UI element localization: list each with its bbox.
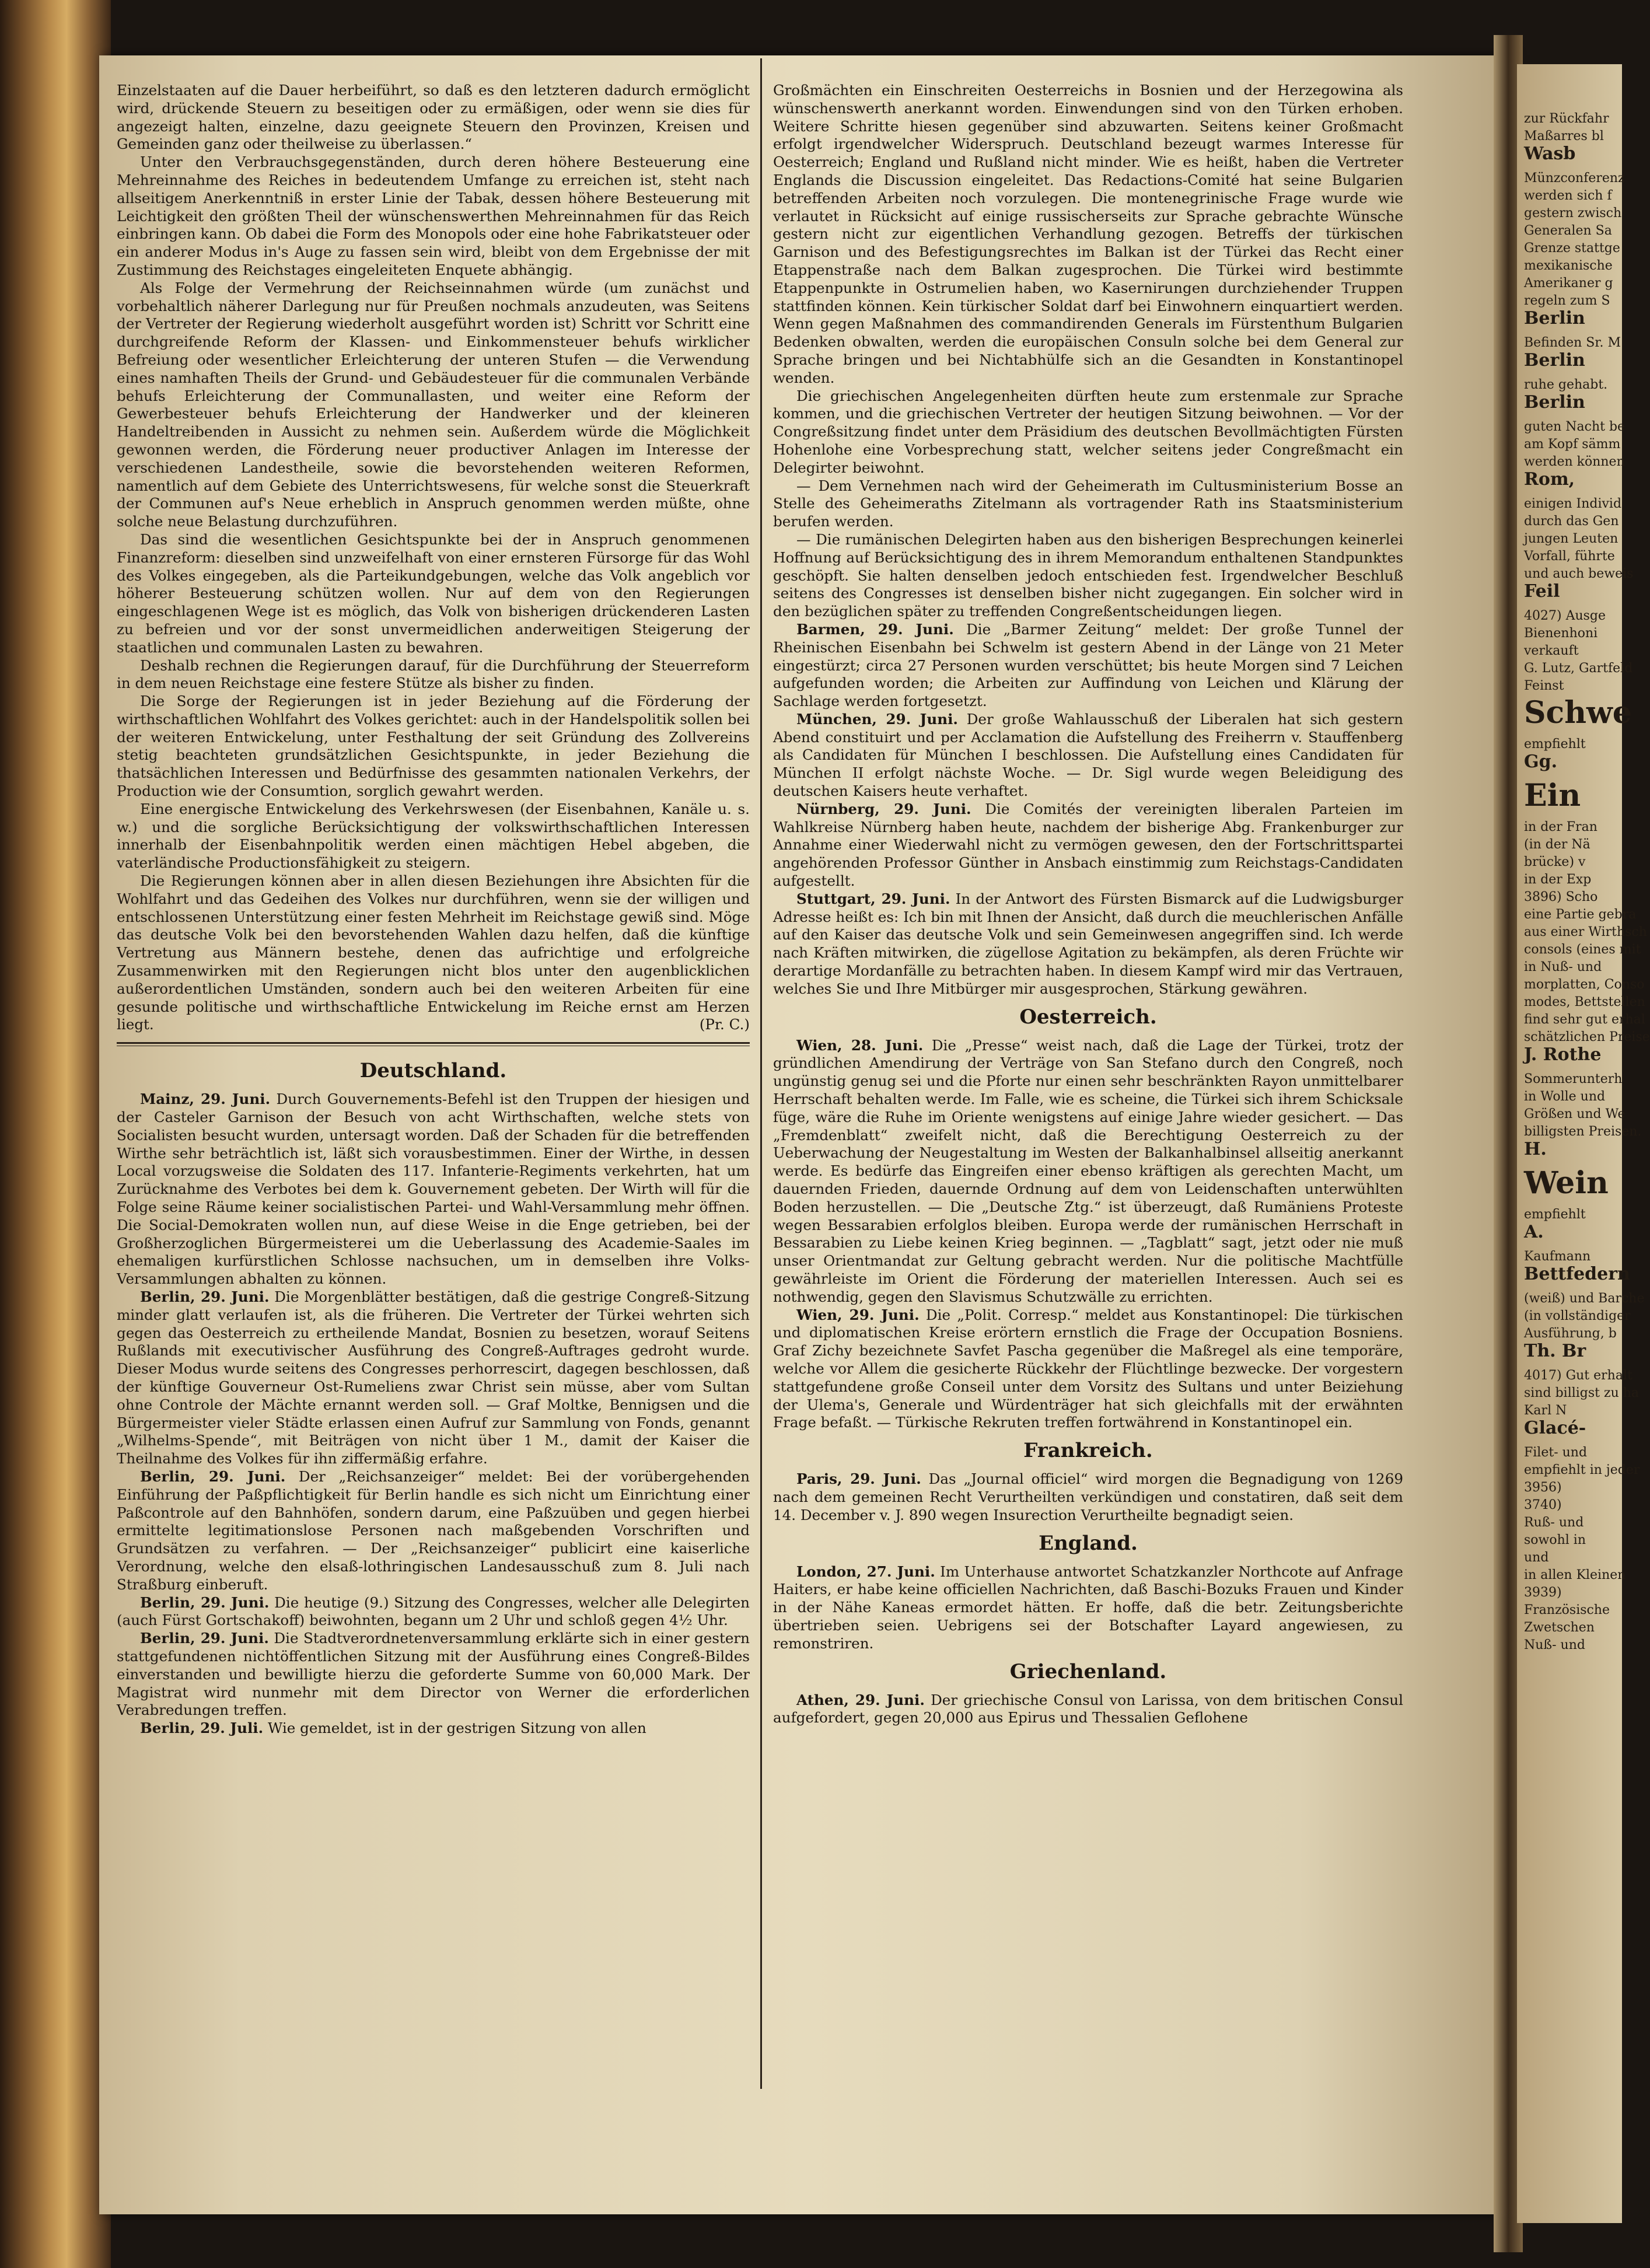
next-page-fragment: Wasb	[1524, 144, 1576, 164]
news-text: Die Comités der vereinigten liberalen Parteien im Wahlkreise Nürnberg haben heute, nachdem der bisherige Abg. Frankenburger zur Annahme einer Wiederwahl nicht zu vermögen gewesen, den der Fortschrittspartei angehörenden Professor Günther in Ansbach einstimmig zum Reichstags-Candidaten aufgestellt.	[773, 800, 1403, 890]
news-item	[773, 1470, 1403, 1524]
next-page-fragment: Nuß- und	[1524, 1638, 1585, 1652]
next-page-fragment: empfiehlt	[1524, 737, 1586, 752]
next-page-fragment: ruhe gehabt.	[1524, 378, 1608, 392]
paragraph: Großmächten ein Einschreiten Oesterreichs in Bosnien und der Herzegowina als wünschenswerth anerkannt worden. Einwendungen sind von den Türken erhoben. Weitere Schritte hiesen gegenüber sind abzuwarten. Seitens keiner Großmacht erfolgt irgendwelcher Widerspruch. Deutschland bezeugt warmes Interesse für Oesterreich; England und Rußland nicht minder. Wie es heißt, haben die Vertreter Englands die Discussion eingeleitet. Das Redactions-Comité hat seine Bulgarien betreffenden Arbeiten noch vorzulegen. Die montenegrinische Frage wurde wie verlautet in Rücksicht auf einige russischerseits zur Sprache gebrachte Wünsche gestern nicht zur eigentlichen Verhandlung gezogen. Betreffs der türkischen Garnison und des Befestigungsrechtes im Balkan ist der Türkei das Recht einer Etappenstraße nach dem Balkan zugesprochen. Die Türkei wird bestimmte Etappenpunkte in Ostrumelien haben, wo Kasernirungen durchziehender Truppen stattfinden können. Kein türkischer Soldat darf bei Einwohnern einquartiert werden. Wenn gegen Maßnahmen des commandirenden Generals im Fürstenthum Bulgarien Bedenken obwalten, werden die europäischen Consuln solche bei dem General zur Sprache bringen und bei Nichtabhülfe sich an die Gesandten in Konstantinopel wenden.	[773, 82, 1403, 386]
next-page-fragment: einigen Individ	[1524, 497, 1622, 511]
next-page-fragment: in Nuß- und	[1524, 960, 1602, 974]
column-rule	[760, 58, 762, 2089]
paragraph: Einzelstaaten auf die Dauer herbeiführt, so daß es den letzteren dadurch ermöglicht wird, drückende Steuern zu beseitigen oder zu ermäßigen, oder wenn sie dies für angezeigt halten, einzelne, dazu geeignete Steuern den Provinzen, Kreisen und Gemeinden ganz oder theilweise zu überlassen.“	[117, 82, 750, 153]
source-credit: (Pr. C.)	[699, 1016, 750, 1033]
next-page-fragment: Sommerunterh	[1524, 1072, 1623, 1086]
column-left	[117, 82, 750, 2077]
next-page-fragment: werden können	[1524, 455, 1625, 469]
section-heading: Frankreich.	[1023, 1439, 1153, 1463]
news-item	[773, 1563, 1403, 1653]
news-text: Die „Polit. Corresp.“ meldet aus Konstantinopel: Die türkischen und diplomatischen Kreise erörtern ernstlich die Frage der Occupation Bosniens. Graf Zichy bezeichnete Savfet Pascha gegenüber die Maßregel als eine temporäre, welche vor Allem die gesicherte Rückkehr der Flüchtlinge bezwecke. Der vorgestern stattgefundene große Conseil unter dem Vorsitz des Sultans und unter Beiziehung der Ulema's, Generale und Würdenträger hat sich gleichfalls mit der erwähnten Frage befaßt. — Türkische Rekruten treffen fortwährend in Konstantinopel ein.	[773, 1306, 1403, 1431]
next-page-fragment: 3956)	[1524, 1480, 1562, 1495]
next-page-fragment: A.	[1524, 1222, 1544, 1242]
dateline: Athen, 29. Juni.	[796, 1691, 925, 1708]
news-item	[773, 621, 1403, 711]
news-text: Im Unterhause antwortet Schatzkanzler Northcote auf Anfrage Haiters, er habe keine officiellen Nachrichten, daß Baschi-Bozuks Frauen und Kinder in der Nähe Kaneas ermordet hätten. Er hoffe, daß die betr. Zeitungsberichte übertrieben seien. Uebrigens sei der Botschafter Layard angewiesen, zu remonstriren.	[773, 1563, 1403, 1652]
next-page-fragment: Ruß- und	[1524, 1515, 1584, 1530]
next-page-fragment: durch das Gen	[1524, 514, 1619, 529]
next-page-fragment: Zwetschen	[1524, 1620, 1595, 1635]
news-text: Der griechische Consul von Larissa, von dem britischen Consul aufgefordert, gegen 20,000 aus Epirus und Thessalien Geflohene	[773, 1691, 1404, 1727]
news-list	[773, 1037, 1403, 1432]
next-page-fragment: Münzconferenz	[1524, 171, 1625, 186]
next-page-fragment: morplatten, Conso	[1524, 977, 1645, 992]
next-page-fragment: Größen und We	[1524, 1107, 1625, 1121]
next-page-fragment: Bienenhoni	[1524, 626, 1598, 641]
next-page-fragment: in der Fran	[1524, 820, 1597, 834]
next-page-fragment: empfiehlt	[1524, 1207, 1586, 1222]
next-page-fragment: in Wolle und	[1524, 1089, 1606, 1104]
next-page-fragment: billigsten Preisen.	[1524, 1124, 1642, 1139]
news-text: Die heutige (9.) Sitzung des Congresses, welcher alle Delegirten (auch Fürst Gortschakoff) beiwohnten, begann um 2 Uhr und schloß gegen 4½ Uhr.	[117, 1593, 750, 1629]
news-item	[773, 1692, 1403, 1728]
dateline: Berlin, 29. Juni.	[140, 1467, 286, 1485]
next-page-fragment: Th. Br	[1524, 1341, 1586, 1361]
next-page-fragment: Karl N	[1524, 1403, 1567, 1418]
next-page-fragment: 4027) Ausge	[1524, 609, 1606, 623]
next-page-fragment: guten Nacht be	[1524, 420, 1625, 434]
paragraph: Die Sorge der Regierungen ist in jeder Beziehung auf die Förderung der wirthschaftlichen Wohlfahrt des Volkes gerichtet: auch in der Handelspolitik sollen bei der weiteren Entwickelung, unter Festhaltung der seit Gründung des Zollvereins stetig beachteten grundsätzlichen Gesichtspunkte, in jeder Beziehung die thatsächlichen Interessen und Bedürfnisse des gesammten nationalen Verkehrs, der Production wie der Consumtion, sorglich gewahrt werden.	[117, 693, 750, 800]
news-item	[773, 801, 1403, 890]
next-page-fragment: gestern zwisch	[1524, 206, 1622, 221]
section-heading: Oesterreich.	[1019, 1005, 1157, 1029]
paragraph-text: Die Regierungen können aber in allen diesen Beziehungen ihre Absichten für die Wohlfahrt und das Gedeihen des Volkes nur durchführen, wenn sie der willigen und entschlossenen Unterstützung einer festen Mehrheit im Reichstage gewiß sind. Möge das deutsche Volk bei den bevorstehenden Wahlen dazu helfen, daß die künftige Vertretung aus Männern bestehe, denen das aufrichtige und erfolgreiche Zusammenwirken mit den Regierungen nicht blos unter den augenblicklichen außerordentlichen Umständen, sondern auch bei den weiteren Arbeiten für eine gesunde politische und wirthschaftliche Entwickelung im Reiche ernst am Herzen liegt.	[117, 872, 750, 1033]
next-page-fragment: 3896) Scho	[1524, 890, 1598, 904]
section-heading: England.	[1039, 1531, 1138, 1555]
next-page-fragment: Amerikaner g	[1524, 276, 1613, 291]
next-page-fragment: (in der Nä	[1524, 837, 1590, 852]
next-page-fragment: Berlin	[1524, 308, 1585, 329]
news-item	[117, 1720, 750, 1738]
dateline: Berlin, 29. Juni.	[140, 1288, 270, 1305]
dateline: Nürnberg, 29. Juni.	[796, 800, 971, 817]
news-item	[117, 1468, 750, 1594]
section-divider	[117, 1042, 750, 1046]
dateline: Stuttgart, 29. Juni.	[796, 890, 950, 907]
news-item	[773, 711, 1403, 801]
next-page-fragment: find sehr gut erhal	[1524, 1012, 1645, 1027]
next-page-fragment: J. Rothe	[1524, 1044, 1602, 1065]
news-item	[773, 1306, 1403, 1432]
paragraph: Die griechischen Angelegenheiten dürften heute zum erstenmale zur Sprache kommen, und die griechischen Vertreter der heutigen Sitzung beiwohnen. — Vor der Congreßsitzung findet unter dem Präsidium des deutschen Bevollmächtigten Fürsten Hohenlohe eine Vorbesprechung statt, welcher seitens jeder Congreßmacht ein Delegirter beiwohnt.	[773, 387, 1403, 476]
next-page-fragment: Ausführung, b	[1524, 1326, 1617, 1341]
next-page-fragment: Grenze stattge	[1524, 241, 1620, 256]
next-page-fragment: sowohl in	[1524, 1533, 1586, 1547]
next-page-fragment: Feil	[1524, 581, 1560, 602]
next-page-fragment: werden sich f	[1524, 188, 1612, 203]
news-text: Die „Barmer Zeitung“ meldet: Der große Tunnel der Rheinischen Eisenbahn bei Schwelm ist gestern Abend in der Länge von 21 Meter eingestürzt; circa 27 Personen wurden verschüttet; bis heute Morgen sind 7 Leichen aufgefunden worden; die Arbeiten zur Auffindung von Leichen und Klärung der Sachlage werden fortgesetzt.	[773, 620, 1403, 710]
news-item	[117, 1630, 750, 1720]
paragraph: Deshalb rechnen die Regierungen darauf, für die Durchführung der Steuerreform in dem neuen Reichstage eine festere Stütze als bisher zu finden.	[117, 656, 750, 692]
next-page-fragment: Glacé-	[1524, 1418, 1586, 1438]
next-page-fragment: schätzlichen Preise	[1524, 1030, 1650, 1044]
news-text: Durch Gouvernements-Befehl ist den Truppen der hiesigen und der Casteler Garnison der Besuch von acht Wirthschaften, welche stets von Socialisten besucht wurden, untersagt worden. Daß der Schaden für die betreffenden Wirthe sehr beträchtlich ist, läßt sich vorausbestimmen. Einer der Wirthe, in dessen Local vorzugsweise die Soldaten des 117. Infanterie-Regiments verkehrten, hat um Zurücknahme des Verbotes bei dem k. Gouvernement gebeten. Der Wirth will für die Folge seine Räume keiner socialistischen Partei- und Wahl-Versammlung mehr öffnen. Die Social-Demokraten wollen nun, auf diese Weise in die Enge getrieben, bei der Großherzoglichen Bürgermeisterei um die Ueberlassung des Academie-Saales im ehemaligen kurfürstlichen Schlosse nachsuchen, um in demselben ihre Volks-Versammlungen abhalten zu können.	[117, 1091, 750, 1288]
news-list	[773, 1692, 1403, 1728]
book-spine	[0, 0, 111, 2268]
next-page-fragment: jungen Leuten	[1524, 532, 1618, 546]
dateline: Berlin, 29. Juni.	[140, 1593, 270, 1611]
next-page-fragment: H.	[1524, 1139, 1547, 1159]
next-page-fragment: Gg.	[1524, 752, 1558, 772]
next-page-fragment: Bettfedern	[1524, 1264, 1630, 1284]
news-item	[773, 1037, 1403, 1306]
next-page-fragment: consols (eines mit	[1524, 942, 1641, 957]
news-list	[117, 1091, 750, 1738]
news-text: In der Antwort des Fürsten Bismarck auf die Ludwigsburger Adresse heißt es: Ich bin mit Ihnen der Ansicht, daß durch die meuchlerischen Anfälle auf den Kaiser das deutsche Volk und sein Gemeinwesen angegriffen sind. Ich werde nach Kräften mitwirken, die zügellose Agitation zu bekämpfen, als deren Früchte wir derartige Mordanfälle zu betrachten haben. In diesem Kampf wird mir das Vertrauen, welches Sie und Ihre Mitbürger mir ausgesprochen, Stärkung gewähren.	[773, 890, 1403, 997]
next-page-fragment: 4017) Gut erhalt	[1524, 1368, 1632, 1383]
paragraph: Das sind die wesentlichen Gesichtspunkte bei der in Anspruch genommenen Finanzreform: dieselben sind unzweifelhaft von einer ernsteren Fürsorge für das Wohl des Volkes eingegeben, als die Parteikundgebungen, welche das Volk angeblich vor höherer Besteuerung schützen wollen. Nur auf dem von den Regierungen eingeschlagenen Wege ist es möglich, das Volk von bisherigen drückenderen Lasten zu befreien und vor der sonst unvermeidlichen anderweitigen Steigerung der staatlichen und communalen Lasten zu bewahren.	[117, 530, 750, 656]
column-right	[773, 82, 1403, 2095]
next-page-fragment: Vorfall, führte	[1524, 549, 1615, 564]
dateline: Berlin, 29. Juli.	[140, 1720, 264, 1737]
paragraph: — Die rumänischen Delegirten haben aus den bisherigen Besprechungen keinerlei Hoffnung auf Berücksichtigung des in ihrem Memorandum enthaltenen Standpunktes geschöpft. Sie halten denselben jedoch entschieden fest. Irgendwelcher Beschluß seitens des Congresses ist denselben bisher nicht zugegangen. Ein solcher wird in den bezüglichen später zu treffenden Congreßentscheidungen liegen.	[773, 530, 1403, 620]
next-page-fragment: (weiß) und Barche	[1524, 1291, 1645, 1306]
next-page-fragment: (in vollständiger	[1524, 1309, 1631, 1323]
next-page-fragment: Feinst	[1524, 679, 1564, 693]
next-page-fragment: Maßarres bl	[1524, 129, 1604, 144]
next-page-fragment: verkauft	[1524, 644, 1579, 658]
news-text: Der „Reichsanzeiger“ meldet: Bei der vorübergehenden Einführung der Paßpflichtigkeit für Berlin handle es sich nicht um Einrichtung einer Paßcontrole auf den Bahnhöfen, sondern darum, eine Paßzuüben und gegen hierbei ermittelte legitimationslose Personen nach maßgebenden Vorschriften und Grundsätzen zu verfahren. — Der „Reichsanzeiger“ publicirt eine kaiserliche Verordnung, welche den elsaß-lothringischen Landesausschuß zum 8. Juli nach Straßburg einberuft.	[117, 1467, 750, 1593]
section-heading: Griechenland.	[1009, 1659, 1167, 1683]
next-page-fragment: brücke) v	[1524, 855, 1586, 869]
news-item	[773, 890, 1403, 998]
next-page-fragment: 3740)	[1524, 1498, 1562, 1512]
next-page-fragment: und	[1524, 1550, 1549, 1565]
dateline: London, 27. Juni.	[796, 1563, 935, 1580]
dateline: München, 29. Juni.	[796, 710, 958, 728]
news-list	[773, 1563, 1403, 1653]
news-item	[117, 1594, 750, 1630]
next-page-fragment: sind billigst zu ha	[1524, 1386, 1639, 1400]
next-page-fragment: Ein	[1524, 778, 1581, 813]
next-page-fragment: 3939)	[1524, 1585, 1562, 1600]
news-list	[773, 1470, 1403, 1524]
next-page-fragment: zur Rückfahr	[1524, 111, 1609, 126]
dateline: Wien, 29. Juni.	[796, 1306, 920, 1323]
news-text: Die Morgenblätter bestätigen, daß die gestrige Congreß-Sitzung minder glatt verlaufen ist, als die früheren. Die Vertreter der Türkei wehrten sich gegen das Oesterreich zu ertheilende Mandat, Bosnien zu besetzen, worauf Seitens Rußlands mit executivischer Ausführung des Congreß-Auftrages gedroht wurde. Dieser Modus wurde seitens des Congresses perhorrescirt, dagegen beschlossen, daß der künftige Gouverneur Ost-Rumeliens zwar Christ sein müsse, aber vom Sultan ohne Controle der Mächte ernannt werden soll. — Graf Moltke, Bennigsen und die Bürgermeister vieler Städte erlassen einen Aufruf zur Sammlung von Fonds, genannt „Wilhelms-Spende“, mit Beiträgen von nicht über 1 M., damit der Kaiser die Theilnahme des Volkes für ihn ziffermäßig erfahre.	[117, 1288, 750, 1467]
news-text: Die „Presse“ weist nach, daß die Lage der Türkei, trotz der gründlichen Amendirung der Verträge von San Stefano durch den Congreß, noch ungünstig genug sei und die Pforte nur einen sehr beschränkten Rayon unmittelbarer Herrschaft behalten werde. Im Falle, wie es scheine, die Türkei sich ihrem Schicksale füge, wäre die Ruhe im Oriente wenigstens auf einige Jahre wieder gesichert. — Das „Fremdenblatt“ zweifelt nicht, daß die Berechtigung Oesterreich zu der Ueberwachung der Neugestaltung im Westen der Balkanhalbinsel allseitig anerkannt werde. Es bedürfe das Eingreifen einer ebenso kräftigen als gerechten Macht, um dauernden Frieden, dauernde Ordnung auf dem von Leidenschaften unterwühlten Boden herzustellen. — Die „Deutsche Ztg.“ ist überzeugt, daß Rumäniens Proteste wegen Bessarabien erfolglos bleiben. Europa werde der rumänischen Herrschaft in Bessarabien zu Liebe keinen Krieg beginnen. — „Tagblatt“ sagt, jetzt oder nie muß unser Orientmandat zur Geltung gebracht werden. Nur die politische Machtfülle gewährleiste im Orient die Förderung der materiellen Interessen. Auch sei es nothwendig, gegen den Slavismus Schutzwälle zu errichten.	[773, 1036, 1403, 1305]
next-page-fragment: Filet- und	[1524, 1445, 1588, 1460]
next-page-fragment: modes, Bettstellen	[1524, 995, 1645, 1009]
next-page-fragment: mexikanische	[1524, 258, 1613, 273]
next-page-fragment: in der Exp	[1524, 872, 1592, 887]
section-heading: Deutschland.	[359, 1059, 507, 1083]
dateline: Wien, 28. Juni.	[796, 1036, 924, 1054]
next-page-fragment: aus einer Wirthsch	[1524, 925, 1647, 939]
next-page-fragment: Schwe	[1524, 695, 1632, 731]
dateline: Mainz, 29. Juni.	[140, 1091, 271, 1108]
next-page-fragment: und auch beweis	[1524, 567, 1634, 581]
next-page-fragment: Kaufmann	[1524, 1249, 1591, 1264]
next-page-fragment: Französische	[1524, 1603, 1610, 1617]
next-page-fragment: Generalen Sa	[1524, 223, 1612, 238]
paragraph: Eine energische Entwickelung des Verkehrswesen (der Eisenbahnen, Kanäle u. s. w.) und die sorgliche Berücksichtigung der volkswirthschaftlichen Interessen innerhalb der Eisenbahnpolitik werden einen mächtigen Hebel abgeben, die vaterländische Productionsfähigkeit zu steigern.	[117, 800, 750, 872]
news-text: Das „Journal officiel“ wird morgen die Begnadigung von 1269 nach dem gemeinen Recht Verurtheilten verkündigen und constatiren, daß seit dem 14. December v. J. 890 wegen Insurection Verurtheilte begnadigt seien.	[773, 1470, 1403, 1523]
paragraph: — Dem Vernehmen nach wird der Geheimerath im Cultusministerium Bosse an Stelle des Geheimeraths Zitelmann als vortragender Rath ins Staatsministerium berufen werden.	[773, 477, 1403, 530]
paragraph: Als Folge der Vermehrung der Reichseinnahmen würde (um zunächst und vorbehaltlich näherer Darlegung nur für Preußen nochmals anzudeuten, was Seitens der Vertreter der Regierung wiederholt ausgeführt worden ist) Schritt vor Schritt eine durchgreifende Reform der Klassen- und Einkommensteuer behufs wirklicher Befreiung oder wesentlicher Erleichterung der unteren Stufen — die Verwendung eines namhaften Theils der Grund- und Gebäudesteuer für die communalen Verbände behufs Erleichterung der Communallasten, und weiter eine Reform der Gewerbesteuer behufs Erleichterung der Handwerker und der kleineren Handeltreibenden in Aussicht zu nehmen sein. Außerdem würde die Möglichkeit gewonnen werden, die Förderung neuer productiver Anlagen im Interesse der verschiedenen Landestheile, sowie die bevorstehenden weiteren Reformen, namentlich auf dem Gebiete des Unterrichtswesens, für welche sonst die Steuerkraft der Communen auf's Neue erheblich in Anspruch genommen werden müßte, ohne solche neue Belastung durchzuführen.	[117, 279, 750, 530]
next-page-fragment: Wein	[1524, 1165, 1609, 1201]
news-item	[117, 1091, 750, 1288]
news-item	[117, 1288, 750, 1468]
news-text: Der große Wahlausschuß der Liberalen hat sich gestern Abend constituirt und per Acclamation die Aufstellung des Freiherrn v. Stauffenberg als Candidaten für München I beschlossen. Die Aufstellung eines Candidaten für München II erfolgt nächste Woche. — Dr. Sigl wurde wegen Beleidigung des deutschen Kaisers heute verhaftet.	[773, 710, 1403, 800]
paragraph: Unter den Verbrauchsgegenständen, durch deren höhere Besteuerung eine Mehreinnahme des Reiches in bedeutendem Umfange zu erreichen ist, steht nach allseitigem Anerkenntniß in erster Linie der Tabak, dessen höhere Besteuerung mit Leichtigkeit den größten Theil der wünschenswerthen Mehreinnahmen für das Reich einbringen kann. Ob dabei die Form des Monopols oder eine hohe Fabrikatsteuer oder ein anderer Modus in's Auge zu fassen sein wird, bleibt von dem Ergebnisse der mit Zustimmung des Reichstages eingeleiteten Enquete abhängig.	[117, 153, 750, 278]
paragraph	[117, 872, 750, 1034]
next-page-fragment: Befinden Sr. M	[1524, 336, 1621, 350]
dateline: Paris, 29. Juni.	[796, 1470, 921, 1488]
next-page-fragment: in allen Kleinen	[1524, 1568, 1626, 1582]
news-text: Die Stadtverordnetenversammlung erklärte sich in einer gestern stattgefundenen nichtöffentlichen Sitzung mit der Ausführung eines Congreß-Bildes einverstanden und bewilligte hierzu die geforderte Summe von 60,000 Mark. Der Magistrat wird nunmehr mit dem Director von Werner die erforderlichen Verabredungen treffen.	[117, 1630, 750, 1719]
next-page-fragment: Berlin	[1524, 350, 1585, 371]
news-list	[773, 621, 1403, 998]
next-page-fragment: am Kopf sämm	[1524, 437, 1621, 452]
next-page-fragment: G. Lutz, Gartfeld	[1524, 661, 1633, 676]
next-page-fragment: Rom,	[1524, 469, 1575, 490]
next-page-fragment: regeln zum S	[1524, 293, 1610, 308]
news-text: Wie gemeldet, ist in der gestrigen Sitzung von allen	[263, 1720, 646, 1737]
next-page-fragment: eine Partie gebra	[1524, 907, 1637, 922]
next-page-fragment: empfiehlt in jeder	[1524, 1463, 1640, 1477]
dateline: Barmen, 29. Juni.	[796, 620, 954, 638]
next-page-fragment: Berlin	[1524, 392, 1585, 413]
dateline: Berlin, 29. Juni.	[140, 1630, 269, 1647]
